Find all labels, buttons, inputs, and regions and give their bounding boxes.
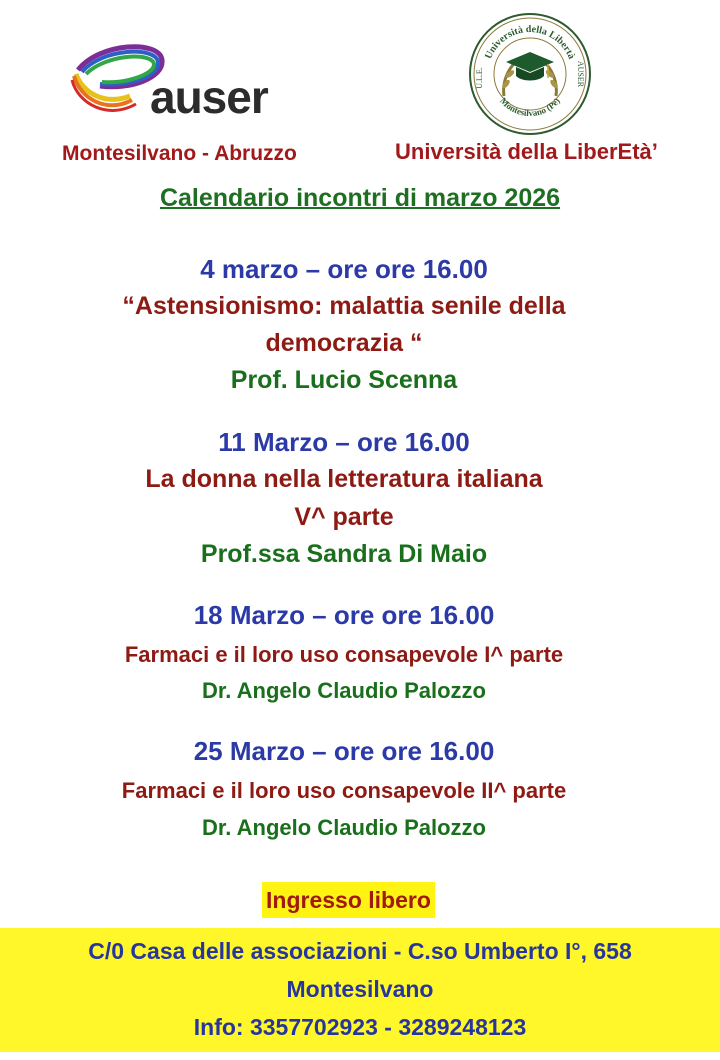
event-3-title: Farmaci e il loro uso consapevole I^ parte bbox=[124, 642, 564, 667]
event-2-date: 11 Marzo – ore 16.00 bbox=[218, 427, 470, 457]
event-2-title-line-2: V^ parte bbox=[294, 503, 394, 531]
event-1-speaker: Prof. Lucio Scenna bbox=[230, 366, 458, 394]
seal-ring-right: AUSER bbox=[576, 60, 585, 88]
event-2-speaker: Prof.ssa Sandra Di Maio bbox=[200, 540, 488, 568]
seal-ring-top: Università della Libertà bbox=[483, 23, 577, 61]
event-3-speaker: Dr. Angelo Claudio Palozzo bbox=[202, 678, 486, 703]
event-1-title-line-1: “Astensionismo: malattia senile della bbox=[122, 292, 566, 320]
event-4-title: Farmaci e il loro uso consapevole II^ parte bbox=[121, 778, 567, 803]
university-name-label: Università della LiberEtà’ bbox=[395, 139, 658, 164]
event-1-date: 4 marzo – ore ore 16.00 bbox=[200, 254, 488, 284]
event-3-date: 18 Marzo – ore ore 16.00 bbox=[193, 600, 495, 630]
university-seal bbox=[468, 12, 592, 136]
seal-ring-left: U.L.E. bbox=[475, 67, 484, 89]
free-entry-badge: Ingresso libero bbox=[262, 882, 435, 918]
left-location-label: Montesilvano - Abruzzo bbox=[62, 142, 297, 165]
footer-city: Montesilvano bbox=[286, 976, 434, 1002]
auser-logo bbox=[70, 40, 300, 123]
event-2-title-line-1: La donna nella letteratura italiana bbox=[145, 465, 543, 493]
auser-wordmark: auser bbox=[150, 71, 268, 123]
footer-contact-info: Info: 3357702923 - 3289248123 bbox=[193, 1014, 527, 1040]
seal-ring-bottom: Montesilvano (Pe) bbox=[498, 95, 562, 119]
event-4-speaker: Dr. Angelo Claudio Palozzo bbox=[202, 815, 486, 840]
footer-info-band bbox=[0, 928, 720, 1052]
footer-address: C/0 Casa delle associazioni - C.so Umberto I°, 658 bbox=[88, 938, 632, 964]
event-4-date: 25 Marzo – ore ore 16.00 bbox=[193, 736, 495, 766]
page-title: Calendario incontri di marzo 2026 bbox=[159, 184, 561, 212]
event-1-title-line-2: democrazia “ bbox=[265, 329, 423, 357]
